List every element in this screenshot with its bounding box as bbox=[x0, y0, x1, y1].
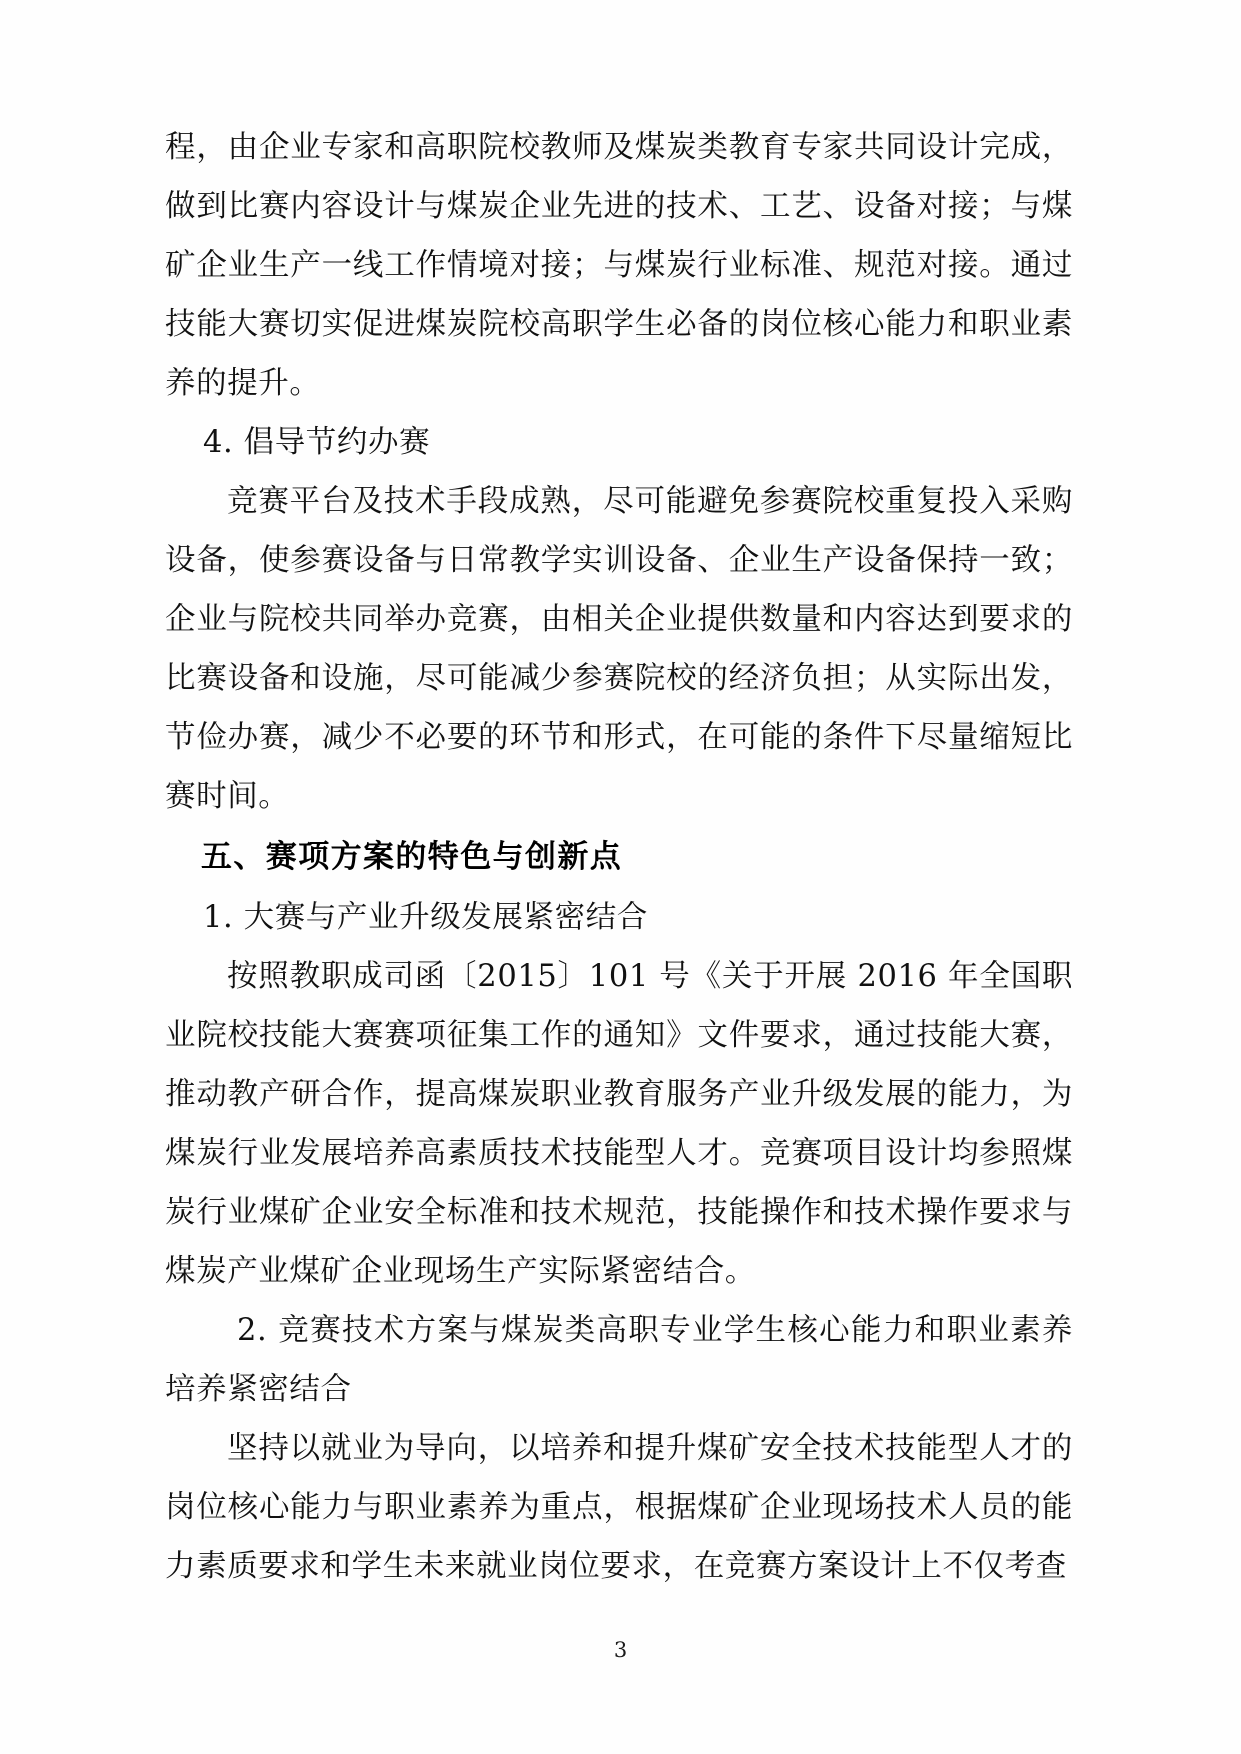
paragraph-continuation: 程，由企业专家和高职院校教师及煤炭类教育专家共同设计完成，做到比赛内容设计与煤炭企业先进的技术、工艺、设备对接；与煤矿企业生产一线工作情境对接；与煤炭行业标准、规范对接。通过技能大赛切实促进煤炭院校高职学生必备的岗位核心能力和职业素养的提升。 bbox=[165, 130, 1073, 401]
item-heading-4: 4. 倡导节约办赛 bbox=[203, 425, 431, 460]
page-content bbox=[165, 118, 1073, 1596]
paragraph-item-2: 坚持以就业为导向，以培养和提升煤矿安全技术技能型人才的岗位核心能力与职业素养为重点，根据煤矿企业现场技术人员的能力素质要求和学生未来就业岗位要求，在竞赛方案设计上不仅考查 bbox=[165, 1431, 1073, 1584]
page-number: 3 bbox=[613, 1638, 628, 1662]
section-heading-5: 五、赛项方案的特色与创新点 bbox=[201, 839, 623, 875]
paragraph-item-1: 按照教职成司函〔2015〕101 号《关于开展 2016 年全国职业院校技能大赛赛项征集工作的通知》文件要求，通过技能大赛，推动教产研合作，提高煤炭职业教育服务产业升级发展的能力，为煤炭行业发展培养高素质技术技能型人才。竞赛项目设计均参照煤炭行业煤矿企业安全标准和技术规范，技能操作和技术操作要求与煤炭产业煤矿企业现场生产实际紧密结合。 bbox=[165, 959, 1073, 1289]
paragraph-item-4: 竞赛平台及技术手段成熟，尽可能避免参赛院校重复投入采购设备，使参赛设备与日常教学实训设备、企业生产设备保持一致；企业与院校共同举办竞赛，由相关企业提供数量和内容达到要求的比赛设备和设施，尽可能减少参赛院校的经济负担；从实际出发，节俭办赛，减少不必要的环节和形式，在可能的条件下尽量缩短比赛时间。 bbox=[165, 484, 1073, 814]
item-heading-2: 2. 竞赛技术方案与煤炭类高职专业学生核心能力和职业素养培养紧密结合 bbox=[165, 1313, 1073, 1407]
item-heading-1: 1. 大赛与产业升级发展紧密结合 bbox=[203, 900, 648, 935]
